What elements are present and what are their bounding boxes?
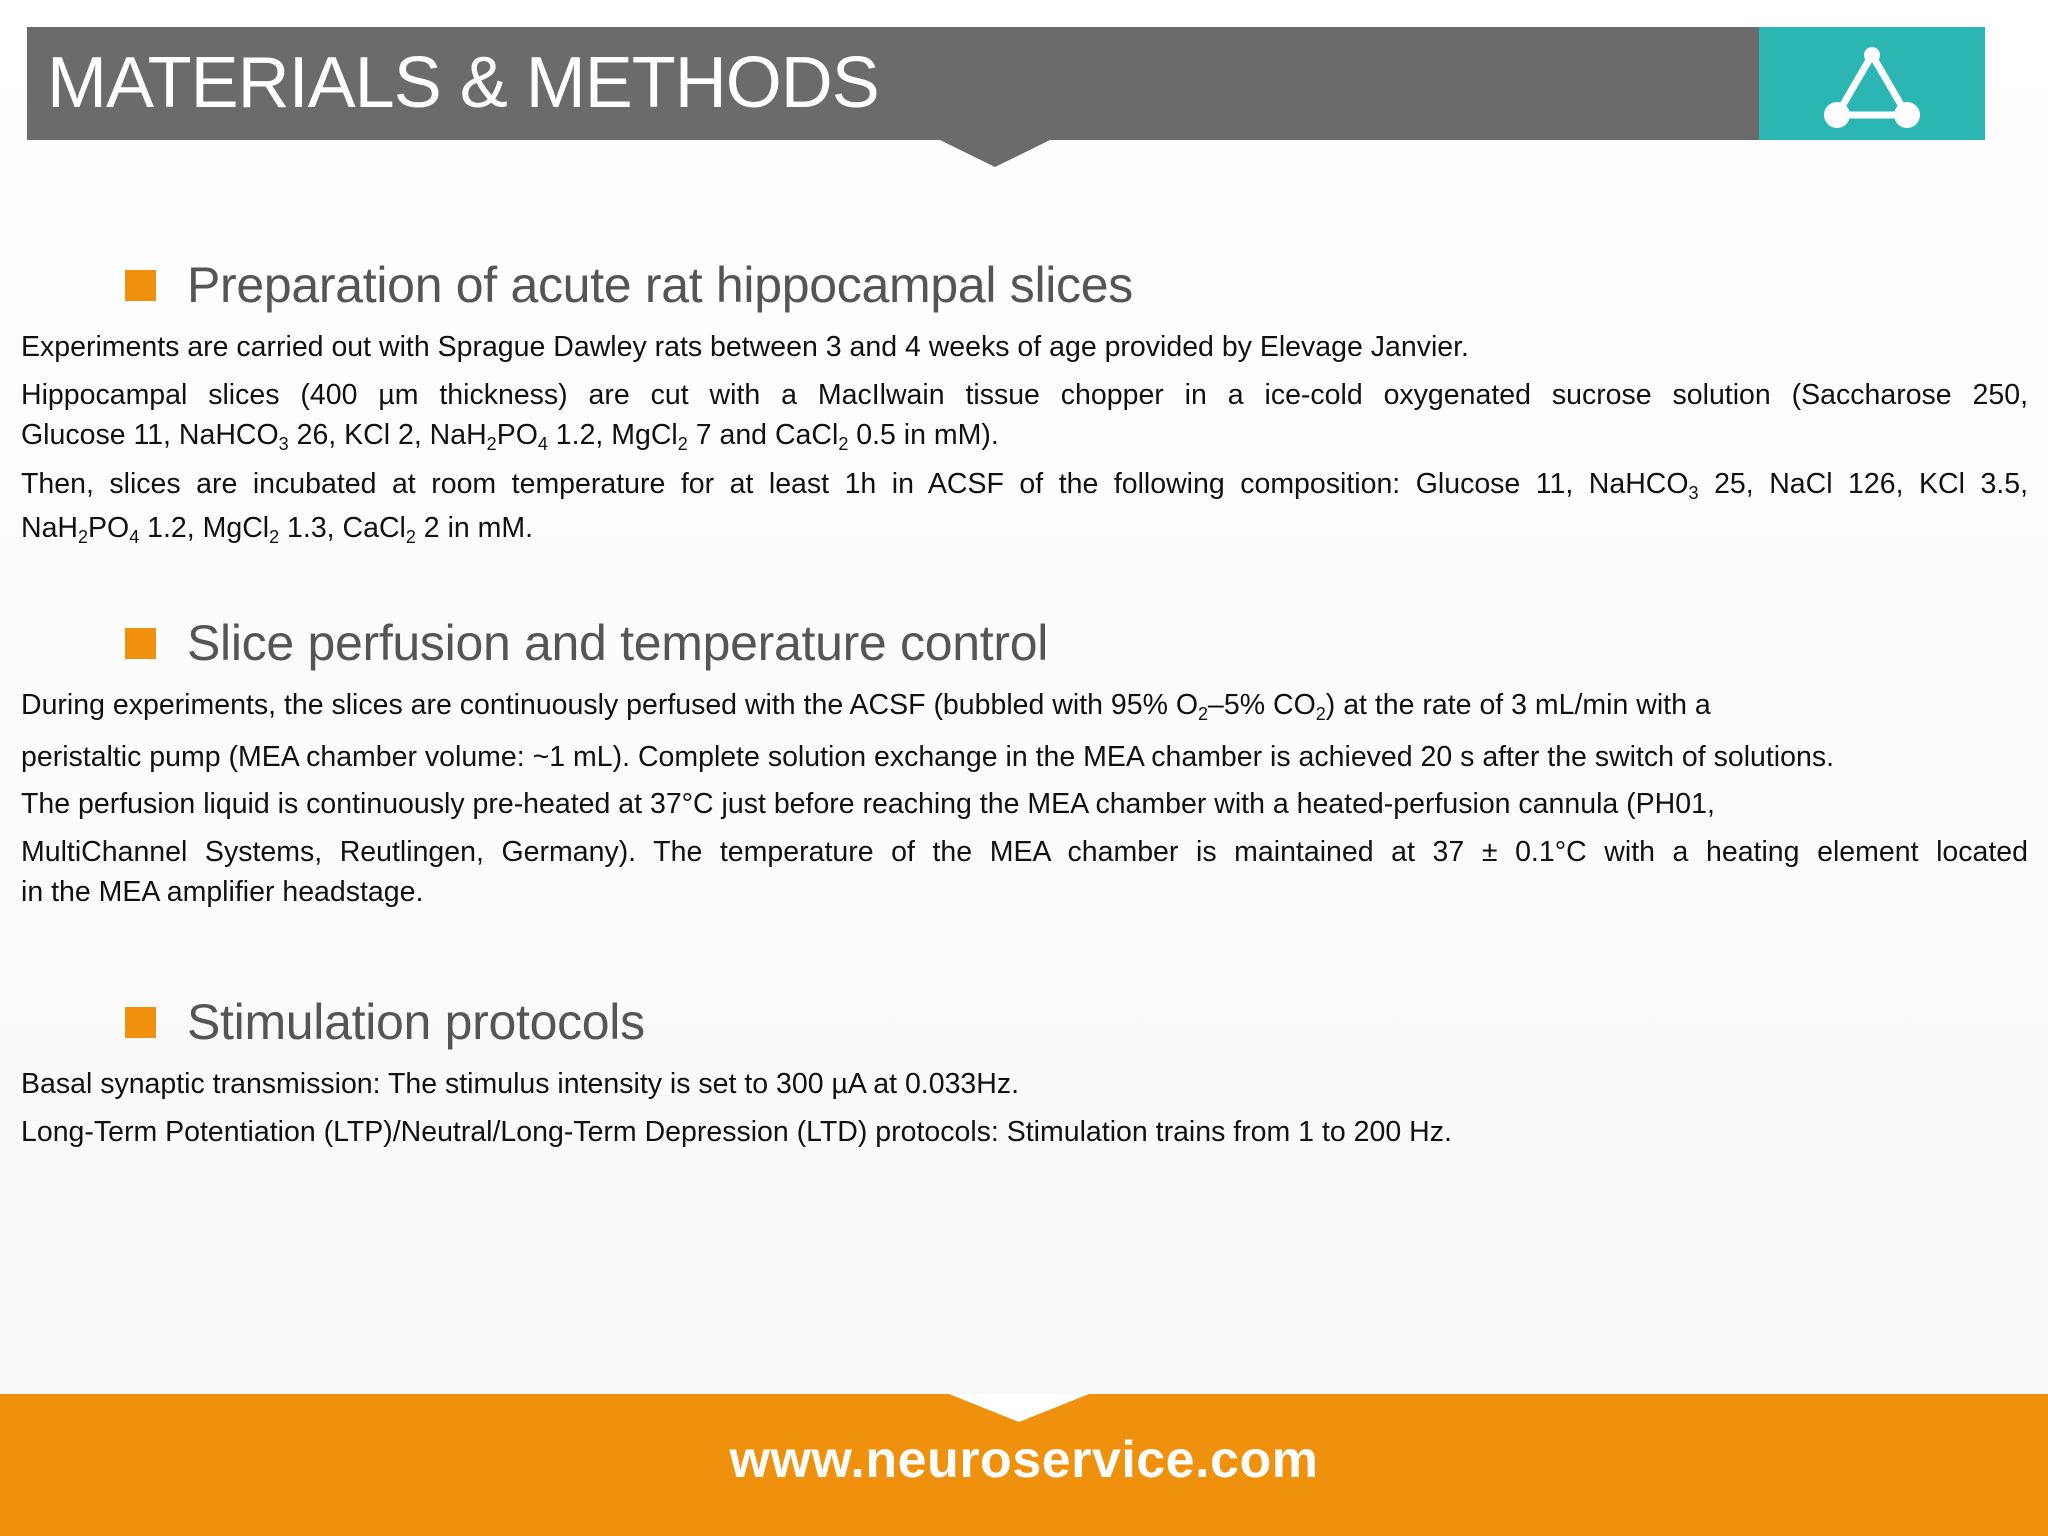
section-title: Preparation of acute rat hippocampal slices (187, 257, 1133, 313)
section-title: Slice perfusion and temperature control (187, 615, 1049, 671)
paragraph: Hippocampal slices (400 µm thickness) are cut with a MacIlwain tissue chopper in a ice-cold oxygenated sucrose solution (Saccharose 250, Glucose 11, NaHCO$_3$ 26, KCl 2, $NaH_2PO_4$ 1.2, MgCl$_2$ 7 and CaCl$_2$ 0.5 in mM). (21, 379, 2028, 454)
page-title: MATERIALS & METHODS (47, 43, 879, 123)
section-heading-stimulation (125, 989, 645, 1055)
website-link[interactable]: www.neuroservice.com (729, 1431, 1319, 1489)
header-pointer (940, 140, 1050, 167)
section-heading-perfusion (125, 610, 1048, 676)
bullet-square-icon (125, 270, 156, 301)
section-heading-preparation (125, 252, 1133, 318)
paragraph: Basal synaptic transmission: The stimulus intensity is set to 300 µA at 0.033Hz. (21, 1068, 1020, 1100)
paragraph: During experiments, the slices are continuously perfused with the ACSF (bubbled with 95% $O_2-5\%$ $CO_2$) at the rate of 3 mL/min with a (21, 689, 1711, 724)
paragraph: Then, slices are incubated at room temperature for at least 1h in ACSF of the following composition: Glucose 11, NaHCO$_3$ 25, NaCl 126, KCl 3.5, $NaH_2PO_4$ 1.2, MgCl$_2$ 1.3, CaCl$_2$ 2 in mM. (21, 468, 2028, 547)
header-bar (27, 27, 1759, 140)
paragraph: Long-Term Potentiation (LTP)/Neutral/Long-Term Depression (LTD) protocols: Stimulation trains from 1 to 200 Hz. (21, 1116, 1452, 1148)
bullet-square-icon (125, 628, 156, 659)
paragraph: peristaltic pump (MEA chamber volume: ~1 mL). Complete solution exchange in the MEA chamber is achieved 20 s after the switch of solutions. (21, 741, 1835, 773)
paragraph: The perfusion liquid is continuously pre-heated at 37°C just before reaching the MEA chamber with a heated-perfusion cannula (PH01, (21, 788, 1715, 820)
logo (1759, 27, 1985, 140)
triangle-molecule-icon (1759, 27, 1985, 140)
footer-notch (949, 1394, 1089, 1422)
paragraph: Experiments are carried out with Sprague Dawley rats between 3 and 4 weeks of age provided by Elevage Janvier. (21, 331, 1469, 363)
paragraph: MultiChannel Systems, Reutlingen, Germany). The temperature of the MEA chamber is maintained at 37 ± 0.1°C with a heating element located in the MEA amplifier headstage. (21, 836, 2028, 908)
bullet-square-icon (125, 1007, 156, 1038)
section-title: Stimulation protocols (187, 994, 645, 1050)
